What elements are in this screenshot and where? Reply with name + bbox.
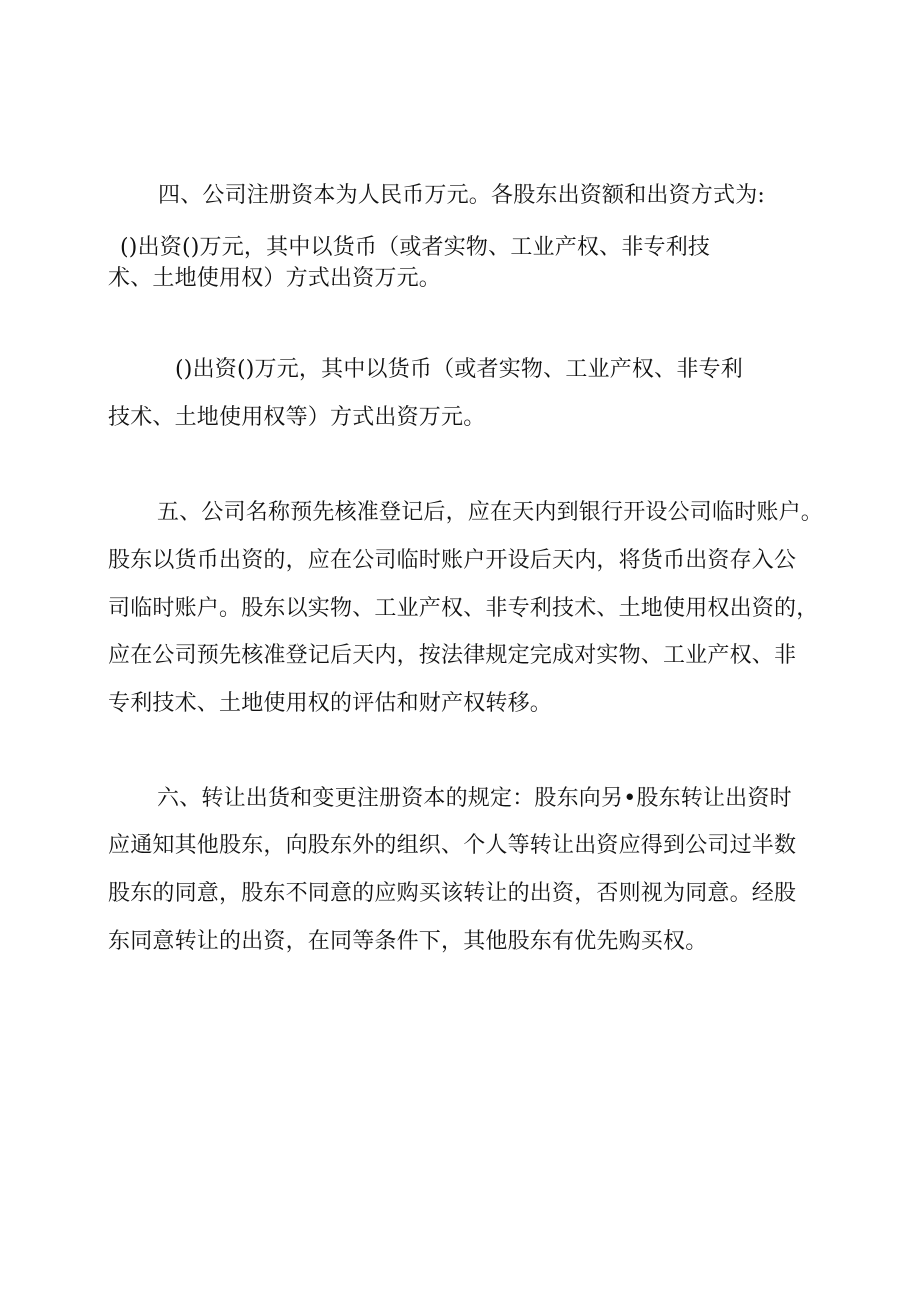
section-5-line-1: 五、公司名称预先核准登记后，应在天内到银行开设公司临时账户。	[157, 500, 824, 525]
section-6-line-4: 东同意转让的出资，在同等条件下，其他股东有优先购买权。	[108, 929, 708, 954]
section-5-line-4: 应在公司预先核准登记后天内，按法律规定完成对实物、工业产权、非	[108, 643, 797, 668]
section-5-line-3: 司临时账户。股东以实物、工业产权、非专利技术、土地使用权出资的，	[108, 596, 819, 621]
section-5-line-2: 股东以货币出资的，应在公司临时账户开设后天内，将货币出资存入公	[108, 548, 797, 573]
section-6-line-1: 六、转让出货和变更注册资本的规定：股东向另•股东转让出资时	[157, 786, 792, 811]
section-4-item-2-line-1: ()出资()万元，其中以货币（或者实物、工业产权、非专利	[175, 357, 743, 382]
section-4-item-1-line-1: ()出资()万元，其中以货币（或者实物、工业产权、非专利技	[120, 235, 711, 260]
section-6-line-3: 股东的同意，股东不同意的应购买该转让的出资，否则视为同意。经股	[108, 881, 797, 906]
section-4-intro: 四、公司注册资本为人民币万元。各股东出资额和出资方式为:	[158, 183, 766, 208]
section-4-item-2-line-2: 技术、土地使用权等）方式出资万元。	[108, 405, 486, 430]
section-4-item-1-line-2: 术、土地使用权）方式出资万元。	[108, 266, 442, 291]
section-6-line-2: 应通知其他股东，向股东外的组织、个人等转让出资应得到公司过半数	[108, 833, 797, 858]
section-5-line-5: 专利技术、土地使用权的评估和财产权转移。	[108, 691, 553, 716]
